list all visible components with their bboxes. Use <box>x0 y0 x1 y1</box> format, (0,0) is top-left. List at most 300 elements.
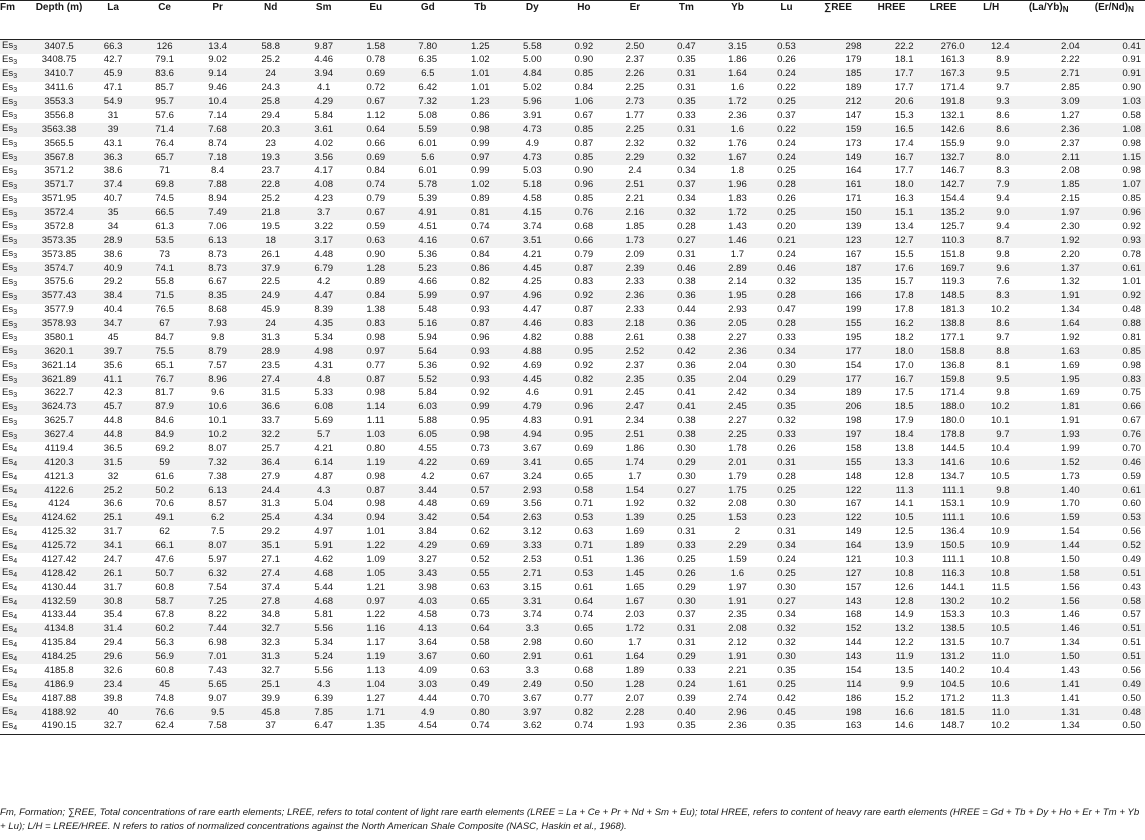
table-cell: 35.6 <box>103 359 123 371</box>
table-cell: 3571.7 <box>30 179 88 193</box>
table-cell: 0.91 <box>574 415 594 427</box>
table-cell: 0.97 <box>350 595 401 609</box>
table-cell: 17.9 <box>894 415 914 427</box>
table-cell: 0.98 <box>366 470 386 482</box>
table-cell: 32.7 <box>244 623 297 637</box>
table-cell: 0.97 <box>454 151 506 165</box>
table-cell: 8.79 <box>191 345 244 359</box>
table-cell: 10.2 <box>969 401 1014 415</box>
table-cell: 5.39 <box>418 193 438 205</box>
table-cell: 0.56 <box>1122 664 1141 676</box>
table-cell: 10.3 <box>990 609 1010 621</box>
table-cell: 32 <box>107 470 119 482</box>
table-cell: 8.6 <box>969 123 1014 137</box>
table-cell: 5.44 <box>314 581 334 593</box>
table-cell: 20.6 <box>866 96 918 110</box>
table-cell: 2.36 <box>1014 123 1084 137</box>
table-cell: 0.84 <box>470 248 490 260</box>
table-cell: 29.2 <box>261 526 281 538</box>
table-cell: 1.58 <box>1014 567 1084 581</box>
table-cell: 3.15 <box>712 40 762 54</box>
table-cell: 0.98 <box>1122 137 1141 149</box>
table-cell: 54.9 <box>88 96 138 110</box>
formation-cell: $Es_3$ <box>0 373 30 387</box>
table-cell: 178.8 <box>918 429 969 443</box>
table-cell: 3.84 <box>418 526 438 538</box>
table-cell: 1.27 <box>366 692 386 704</box>
table-cell: 4.2 <box>421 470 435 482</box>
table-cell: 0.58 <box>470 637 490 649</box>
table-cell: 45.7 <box>88 401 138 415</box>
table-cell: 0.53 <box>558 512 609 526</box>
table-cell: 29.6 <box>88 651 138 665</box>
table-cell: 136.8 <box>940 359 965 371</box>
table-cell: 163 <box>845 720 862 732</box>
table-cell: 4124.62 <box>30 512 88 526</box>
table-cell: 3.33 <box>506 540 558 554</box>
table-cell: 69.2 <box>155 442 174 454</box>
table-cell: 85.7 <box>155 82 174 94</box>
table-cell: 0.86 <box>454 262 506 276</box>
table-cell: 83.6 <box>138 68 191 82</box>
table-cell: 4134.8 <box>30 623 88 637</box>
table-cell: 0.69 <box>454 540 506 554</box>
table-cell: 24.4 <box>244 484 297 498</box>
formation-cell: $Es_4$ <box>0 678 30 692</box>
table-cell: 18.2 <box>894 331 914 343</box>
table-cell: 5.99 <box>401 290 454 304</box>
table-cell: 25.2 <box>88 484 138 498</box>
table-cell: 0.91 <box>574 387 594 399</box>
table-cell: 1.64 <box>712 68 762 82</box>
table-cell: 2.36 <box>728 720 747 732</box>
table-cell: 4.25 <box>522 276 542 288</box>
table-cell: 4.83 <box>522 415 542 427</box>
table-cell: 0.88 <box>1084 318 1145 332</box>
table-cell: 31.7 <box>103 526 123 538</box>
table-cell: 144.1 <box>940 581 965 593</box>
table-cell: 5.58 <box>506 40 558 54</box>
table-cell: 16.3 <box>894 193 914 205</box>
table-cell: 1.44 <box>1014 540 1084 554</box>
table-cell: 0.34 <box>777 609 796 621</box>
table-cell: 2.36 <box>728 109 747 121</box>
table-cell: 0.37 <box>660 179 712 193</box>
table-cell: 15.5 <box>894 248 914 260</box>
table-cell: 10.5 <box>969 623 1014 637</box>
table-cell: 8.74 <box>208 137 227 149</box>
table-cell: 0.64 <box>558 595 609 609</box>
formation-cell: $Es_4$ <box>2 553 18 566</box>
table-cell: 2.53 <box>522 553 542 565</box>
table-cell: 31.3 <box>261 331 281 343</box>
table-cell: 25.2 <box>261 193 281 205</box>
table-cell: 1.34 <box>1061 637 1080 649</box>
table-cell: 0.95 <box>558 345 609 359</box>
table-cell: 1.73 <box>1061 470 1080 482</box>
table-cell: 1.93 <box>625 720 645 732</box>
table-cell: 3627.4 <box>30 429 88 443</box>
table-cell: 4.21 <box>314 442 334 454</box>
table-cell: 45.8 <box>244 706 297 720</box>
table-row <box>0 248 1145 262</box>
table-cell: 136.4 <box>940 526 965 538</box>
table-cell: 3.56 <box>297 151 350 165</box>
formation-cell: $Es_3$ <box>2 248 18 261</box>
table-cell: 7.06 <box>208 220 227 232</box>
table-row <box>0 304 1145 318</box>
table-cell: 0.22 <box>777 82 796 94</box>
table-cell: 0.69 <box>350 151 401 165</box>
table-cell: 3.61 <box>297 123 350 137</box>
table-cell: 22.8 <box>244 179 297 193</box>
table-cell: 2.29 <box>609 151 660 165</box>
table-cell: 0.63 <box>470 581 490 593</box>
table-cell: 0.70 <box>470 692 490 704</box>
table-cell: 17.5 <box>894 387 914 399</box>
table-cell: 0.25 <box>777 165 796 177</box>
table-cell: 4.2 <box>317 276 331 288</box>
table-cell: 25.8 <box>244 96 297 110</box>
table-cell: 177 <box>811 345 866 359</box>
table-cell: 3411.6 <box>44 82 74 94</box>
table-cell: 2.71 <box>1014 68 1084 82</box>
table-cell: 2.27 <box>728 415 747 427</box>
column-header: $(Er/Nd)_N$ <box>1094 2 1134 14</box>
table-cell: 104.5 <box>918 678 969 692</box>
table-cell: 0.60 <box>454 651 506 665</box>
table-cell: 3.67 <box>522 692 542 704</box>
table-cell: 4.02 <box>314 137 334 149</box>
table-cell: 4.97 <box>314 526 334 538</box>
table-cell: 0.69 <box>470 498 490 510</box>
table-cell: 3563.38 <box>30 123 88 137</box>
table-cell: 141.6 <box>918 456 969 470</box>
table-cell: 3621.89 <box>30 373 88 387</box>
table-cell: 0.52 <box>1084 540 1145 554</box>
table-cell: 40.4 <box>103 304 123 316</box>
table-cell: 4122.6 <box>30 484 88 498</box>
table-cell: 2.05 <box>712 318 762 332</box>
table-cell: 3624.73 <box>30 401 88 415</box>
table-row <box>0 318 1145 332</box>
table-cell: 0.93 <box>454 373 506 387</box>
table-cell: 1.14 <box>350 401 401 415</box>
table-cell: 3.7 <box>297 207 350 221</box>
column-header: Yb <box>731 2 744 13</box>
table-cell: 4.58 <box>522 193 542 205</box>
formation-cell: $Es_3$ <box>0 290 30 304</box>
table-cell: 0.74 <box>470 220 490 232</box>
table-cell: 2.39 <box>609 262 660 276</box>
table-cell: 2.63 <box>506 512 558 526</box>
table-cell: 1.41 <box>1061 692 1080 704</box>
table-cell: 4.09 <box>418 664 438 676</box>
table-cell: 4.48 <box>418 498 438 510</box>
table-cell: 24.9 <box>244 290 297 304</box>
table-cell: 0.84 <box>366 165 386 177</box>
table-cell: 0.61 <box>574 581 594 593</box>
column-header: La <box>107 2 119 13</box>
table-cell: 16.6 <box>866 706 918 720</box>
table-cell: 32.3 <box>261 637 281 649</box>
table-cell: 127 <box>811 567 866 581</box>
table-cell: 2.08 <box>728 498 747 510</box>
table-cell: 9.8 <box>210 331 225 343</box>
table-cell: 0.87 <box>350 373 401 387</box>
table-cell: 138.8 <box>918 318 969 332</box>
table-cell: 10.5 <box>866 512 918 526</box>
table-cell: 2.15 <box>1061 193 1080 205</box>
table-cell: 0.91 <box>1084 68 1145 82</box>
table-cell: 5.96 <box>506 96 558 110</box>
table-cell: 2.36 <box>712 345 762 359</box>
table-cell: 5.84 <box>418 387 438 399</box>
table-cell: 1.95 <box>1014 373 1084 387</box>
table-row <box>0 68 1145 82</box>
table-cell: 2.4 <box>628 165 642 177</box>
table-cell: 0.47 <box>777 304 796 316</box>
table-cell: 191.8 <box>918 96 969 110</box>
table-cell: 5.33 <box>314 387 334 399</box>
table-cell: 9.87 <box>297 40 350 54</box>
table-cell: 58.7 <box>138 595 191 609</box>
column-header: Eu <box>369 2 383 13</box>
table-cell: 0.31 <box>677 248 696 260</box>
table-cell: 15.1 <box>866 207 918 221</box>
column-header: Pr <box>212 2 223 13</box>
table-cell: 4.16 <box>401 234 454 248</box>
table-cell: 0.83 <box>1084 373 1145 387</box>
table-cell: 4.03 <box>401 595 454 609</box>
table-cell: 14.9 <box>894 609 914 621</box>
table-cell: 9.14 <box>191 68 244 82</box>
table-cell: 155 <box>811 318 866 332</box>
table-cell: 1.03 <box>1084 96 1145 110</box>
table-cell: 60.2 <box>138 623 191 637</box>
table-cell: 0.62 <box>470 526 490 538</box>
table-cell: 10.4 <box>990 442 1010 454</box>
table-cell: 23.5 <box>261 359 281 371</box>
table-cell: 4188.92 <box>30 706 88 720</box>
table-cell: 10.6 <box>969 678 1014 692</box>
table-cell: 2 <box>734 526 741 538</box>
table-cell: 0.32 <box>660 151 712 165</box>
table-row <box>0 581 1145 595</box>
table-cell: 3572.8 <box>44 220 74 232</box>
table-cell: 8.0 <box>969 151 1014 165</box>
table-cell: 2.45 <box>625 387 645 399</box>
table-cell: 0.32 <box>777 637 796 649</box>
table-cell: 70.6 <box>155 498 174 510</box>
table-cell: 18.0 <box>866 179 918 193</box>
table-cell: 0.25 <box>762 484 810 498</box>
table-cell: 5.64 <box>401 345 454 359</box>
table-cell: 0.51 <box>1084 567 1145 581</box>
table-cell: 13.5 <box>894 664 914 676</box>
table-cell: 158.8 <box>918 345 969 359</box>
table-cell: 7.01 <box>191 651 244 665</box>
table-cell: 3622.7 <box>44 387 74 399</box>
column-header: $(La/Yb)_N$ <box>1028 2 1069 14</box>
table-cell: 1.19 <box>350 651 401 665</box>
table-row <box>0 415 1145 429</box>
table-cell: 1.92 <box>1061 331 1080 343</box>
table-cell: 0.90 <box>574 54 594 66</box>
table-cell: 0.20 <box>777 220 796 232</box>
table-cell: 0.24 <box>660 678 712 692</box>
table-cell: 0.92 <box>470 359 490 371</box>
table-cell: 0.37 <box>677 609 696 621</box>
table-cell: 198 <box>811 706 866 720</box>
table-cell: 7.80 <box>401 40 454 54</box>
table-cell: 144 <box>845 637 862 649</box>
table-cell: 9.07 <box>208 692 227 704</box>
table-cell: 3565.5 <box>44 137 74 149</box>
table-cell: 0.67 <box>454 234 506 248</box>
table-cell: 0.87 <box>350 484 401 498</box>
formation-cell: $Es_3$ <box>0 318 30 332</box>
table-cell: 2.34 <box>625 415 645 427</box>
table-cell: 0.51 <box>574 553 594 565</box>
table-cell: 1.43 <box>1061 664 1080 676</box>
table-cell: 1.28 <box>350 262 401 276</box>
table-cell: 0.64 <box>350 123 401 137</box>
table-cell: 16.2 <box>866 318 918 332</box>
table-cell: 2.91 <box>506 651 558 665</box>
table-cell: 3621.14 <box>41 359 77 371</box>
table-cell: 1.34 <box>1061 304 1080 316</box>
table-cell: 44.8 <box>88 429 138 443</box>
table-cell: 0.36 <box>660 318 712 332</box>
table-cell: 17.7 <box>866 68 918 82</box>
table-cell: 1.74 <box>609 456 660 470</box>
table-cell: 0.53 <box>762 40 810 54</box>
table-cell: 4.31 <box>314 359 334 371</box>
table-cell: 7.32 <box>401 96 454 110</box>
table-cell: 144.5 <box>940 442 965 454</box>
table-cell: 7.25 <box>191 595 244 609</box>
table-cell: 187 <box>811 262 866 276</box>
table-cell: 84.9 <box>138 429 191 443</box>
table-cell: 17.6 <box>866 262 918 276</box>
table-cell: 14.6 <box>894 720 914 732</box>
table-cell: 5.91 <box>297 540 350 554</box>
formation-cell: $Es_4$ <box>2 692 18 705</box>
table-cell: 177.1 <box>940 331 965 343</box>
table-cell: 4.21 <box>522 248 542 260</box>
table-cell: 4127.42 <box>41 553 77 565</box>
table-cell: 1.01 <box>454 68 506 82</box>
table-cell: 1.6 <box>730 82 745 94</box>
table-cell: 10.5 <box>990 470 1010 482</box>
table-cell: 28.9 <box>88 234 138 248</box>
table-cell: 0.61 <box>558 651 609 665</box>
table-cell: 0.36 <box>660 290 712 304</box>
table-cell: 179 <box>845 54 862 66</box>
table-cell: 3.17 <box>297 234 350 248</box>
table-cell: 4.66 <box>418 276 438 288</box>
table-cell: 39.9 <box>261 692 281 704</box>
table-cell: 0.85 <box>558 123 609 137</box>
table-cell: 0.54 <box>454 512 506 526</box>
table-cell: 0.92 <box>1122 220 1141 232</box>
table-cell: 2.73 <box>609 96 660 110</box>
table-cell: 1.21 <box>366 581 386 593</box>
table-cell: 0.85 <box>1122 193 1141 205</box>
table-cell: 0.33 <box>777 331 796 343</box>
table-cell: 0.50 <box>1122 692 1141 704</box>
table-cell: 75.5 <box>138 345 191 359</box>
table-cell: 9.7 <box>969 429 1014 443</box>
table-cell: 161 <box>811 179 866 193</box>
table-cell: 53.5 <box>138 234 191 248</box>
table-cell: 4.91 <box>401 207 454 221</box>
table-cell: 5.6 <box>401 151 454 165</box>
table-cell: 171.2 <box>940 692 965 704</box>
table-cell: 39.8 <box>103 692 123 704</box>
table-cell: 35 <box>88 207 138 221</box>
table-cell: 10.6 <box>969 456 1014 470</box>
table-cell: 12.8 <box>866 595 918 609</box>
formation-cell: $Es_3$ <box>2 414 18 427</box>
table-cell: 1.6 <box>712 123 762 137</box>
table-cell: 29.4 <box>261 109 281 121</box>
formation-cell: $Es_3$ <box>0 429 30 443</box>
table-cell: 3.41 <box>506 456 558 470</box>
table-cell: 1.65 <box>625 581 645 593</box>
table-cell: 123 <box>811 234 866 248</box>
table-cell: 56.9 <box>138 651 191 665</box>
table-cell: 4120.3 <box>30 456 88 470</box>
table-cell: 6.08 <box>297 401 350 415</box>
table-cell: 173 <box>845 137 862 149</box>
table-cell: 0.74 <box>574 609 594 621</box>
table-cell: 2.16 <box>609 207 660 221</box>
table-cell: 0.51 <box>1084 651 1145 665</box>
table-cell: 1.19 <box>350 456 401 470</box>
table-cell: 4.46 <box>506 318 558 332</box>
table-cell: 3577.43 <box>30 290 88 304</box>
table-cell: 212 <box>811 96 866 110</box>
formation-cell: $Es_3$ <box>0 401 30 415</box>
table-cell: 3.56 <box>522 498 542 510</box>
table-cell: 2.09 <box>625 248 645 260</box>
table-cell: 65.1 <box>155 359 174 371</box>
table-cell: 0.83 <box>350 318 401 332</box>
table-cell: 7.88 <box>191 179 244 193</box>
table-row <box>0 429 1145 443</box>
table-row <box>0 567 1145 581</box>
table-cell: 2.29 <box>712 540 762 554</box>
table-cell: 3571.95 <box>41 193 77 205</box>
table-cell: 0.28 <box>677 220 696 232</box>
formation-cell: $Es_4$ <box>2 581 18 594</box>
table-cell: 2.37 <box>625 359 645 371</box>
table-cell: 1.91 <box>1014 290 1084 304</box>
table-cell: 1.86 <box>625 442 645 454</box>
table-cell: 1.69 <box>625 526 645 538</box>
table-cell: 1.04 <box>350 678 401 692</box>
table-cell: 0.66 <box>366 137 386 149</box>
table-cell: 6.67 <box>208 276 227 288</box>
table-cell: 9.5 <box>969 373 1014 387</box>
table-cell: 0.37 <box>777 109 796 121</box>
table-cell: 1.45 <box>609 567 660 581</box>
table-cell: 6.13 <box>191 484 244 498</box>
table-cell: 0.25 <box>762 207 810 221</box>
table-cell: 1.89 <box>625 664 645 676</box>
